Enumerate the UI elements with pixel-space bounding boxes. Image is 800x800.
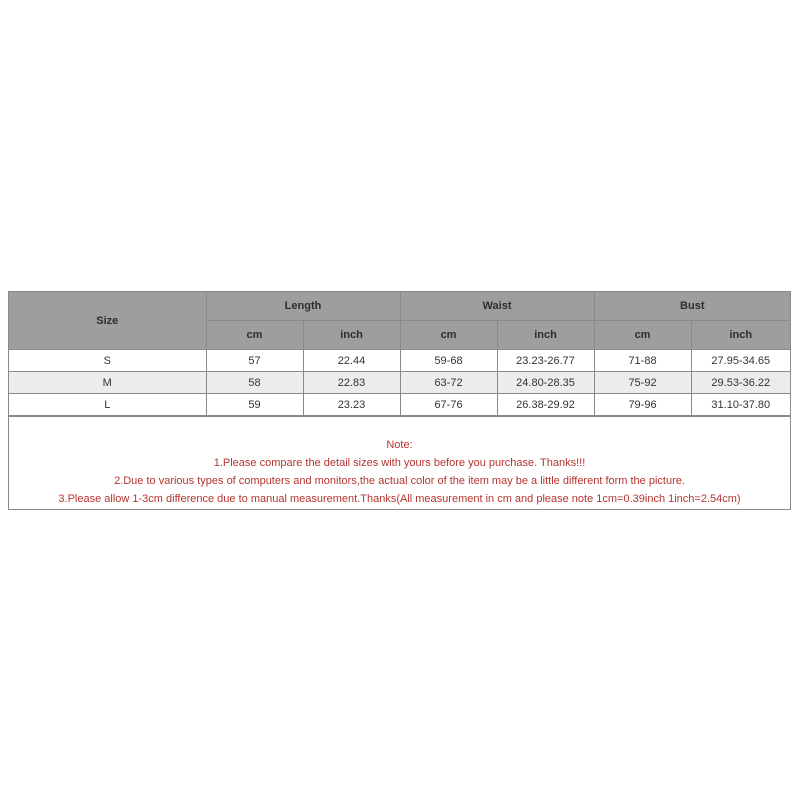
unit-header: cm xyxy=(206,321,303,350)
table-cell: 58 xyxy=(206,372,303,394)
note-line: 2.Due to various types of computers and monitors,the actual color of the item may be a little different form the picture. xyxy=(114,475,685,487)
table-cell: 59-68 xyxy=(400,350,497,372)
table-cell: 26.38-29.92 xyxy=(497,394,594,416)
table-row xyxy=(9,372,790,394)
unit-header: cm xyxy=(400,321,497,350)
table-cell: 22.83 xyxy=(303,372,400,394)
table-cell: 23.23 xyxy=(303,394,400,416)
unit-header: cm xyxy=(594,321,691,350)
unit-header: inch xyxy=(303,321,400,350)
table-cell: 79-96 xyxy=(594,394,691,416)
table-cell: 59 xyxy=(206,394,303,416)
table-row xyxy=(9,394,790,416)
waist-group-header: Waist xyxy=(400,292,594,321)
size-chart xyxy=(8,291,791,510)
note-line: 1.Please compare the detail sizes with yours before you purchase. Thanks!!! xyxy=(213,457,586,469)
note-title: Note: xyxy=(386,439,413,451)
notes-section xyxy=(9,416,790,509)
unit-header: inch xyxy=(497,321,594,350)
table-cell: 27.95-34.65 xyxy=(691,350,790,372)
size-cell: M xyxy=(9,372,206,394)
table-cell: 75-92 xyxy=(594,372,691,394)
table-cell: 57 xyxy=(206,350,303,372)
table-cell: 23.23-26.77 xyxy=(497,350,594,372)
unit-header: inch xyxy=(691,321,790,350)
size-column-header: Size xyxy=(9,292,206,350)
table-cell: 63-72 xyxy=(400,372,497,394)
table-cell: 22.44 xyxy=(303,350,400,372)
table-cell: 67-76 xyxy=(400,394,497,416)
size-table xyxy=(9,292,790,416)
size-cell: L xyxy=(9,394,206,416)
table-cell: 71-88 xyxy=(594,350,691,372)
table-cell: 31.10-37.80 xyxy=(691,394,790,416)
table-cell: 29.53-36.22 xyxy=(691,372,790,394)
note-line: 3.Please allow 1-3cm difference due to manual measurement.Thanks(All measurement in cm and please note 1cm=0.39inch 1inch=2.54cm) xyxy=(58,493,741,505)
length-group-header: Length xyxy=(206,292,400,321)
bust-group-header: Bust xyxy=(594,292,790,321)
table-row xyxy=(9,350,790,372)
table-cell: 24.80-28.35 xyxy=(497,372,594,394)
size-cell: S xyxy=(9,350,206,372)
header-row-groups xyxy=(9,292,790,321)
